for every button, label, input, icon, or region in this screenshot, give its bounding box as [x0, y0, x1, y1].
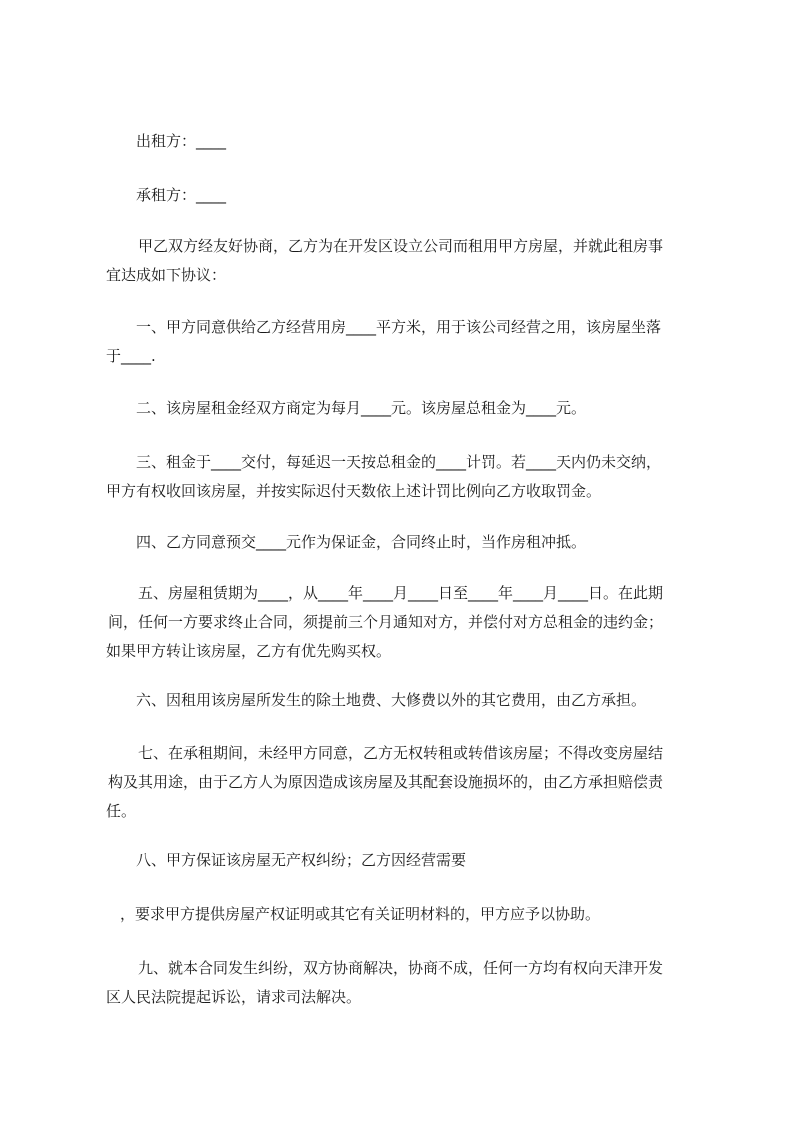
clause-9: 九、就本合同发生纠纷，双方协商解决，协商不成，任何一方均有权向天津开发 区人民法院提起诉讼，请求司法解决。	[106, 959, 664, 1006]
clause-4: 四、乙方同意预交____元作为保证金，合同终止时，当作房租冲抵。	[136, 533, 587, 551]
clause-8: 八、甲方保证该房屋无产权纠纷；乙方因经营需要	[136, 851, 467, 869]
clause-5: 五、房屋租赁期为____，从____年____月____日至____年____月____日。在此期 间，任何一方要求终止合同，须提前三个月通知对方，并偿付对方总租金的违约金； 如果甲方转让该房屋，乙方有优先购买权。	[106, 584, 664, 660]
clause-3: 三、租金于____交付，每延迟一天按总租金的____计罚。若____天内仍未交纳， 甲方有权收回该房屋，并按实际迟付天数依上述计罚比例向乙方收取罚金。	[106, 453, 662, 500]
lessor-line: 出租方：____	[136, 132, 227, 150]
clause-1: 一、甲方同意供给乙方经营用房____平方米，用于该公司经营之用，该房屋坐落 于____.	[106, 318, 662, 365]
intro-paragraph: 甲乙双方经友好协商，乙方为在开发区设立公司而租用甲方房屋，并就此租房事 宜达成如下协议：	[106, 237, 664, 284]
lessee-line: 承租方：____	[136, 186, 227, 204]
clause-7: 七、在承租期间，未经甲方同意，乙方无权转租或转借该房屋；不得改变房屋结 构及其用途，由于乙方人为原因造成该房屋及其配套设施损坏的，由乙方承担赔偿责 任。	[106, 744, 664, 820]
clause-2: 二、该房屋租金经双方商定为每月____元。该房屋总租金为____元。	[136, 399, 587, 417]
clause-6: 六、因租用该房屋所发生的除土地费、大修费以外的其它费用，由乙方承担。	[136, 691, 647, 709]
clause-8-continued: ，要求甲方提供房屋产权证明或其它有关证明材料的，甲方应予以协助。	[120, 905, 601, 923]
